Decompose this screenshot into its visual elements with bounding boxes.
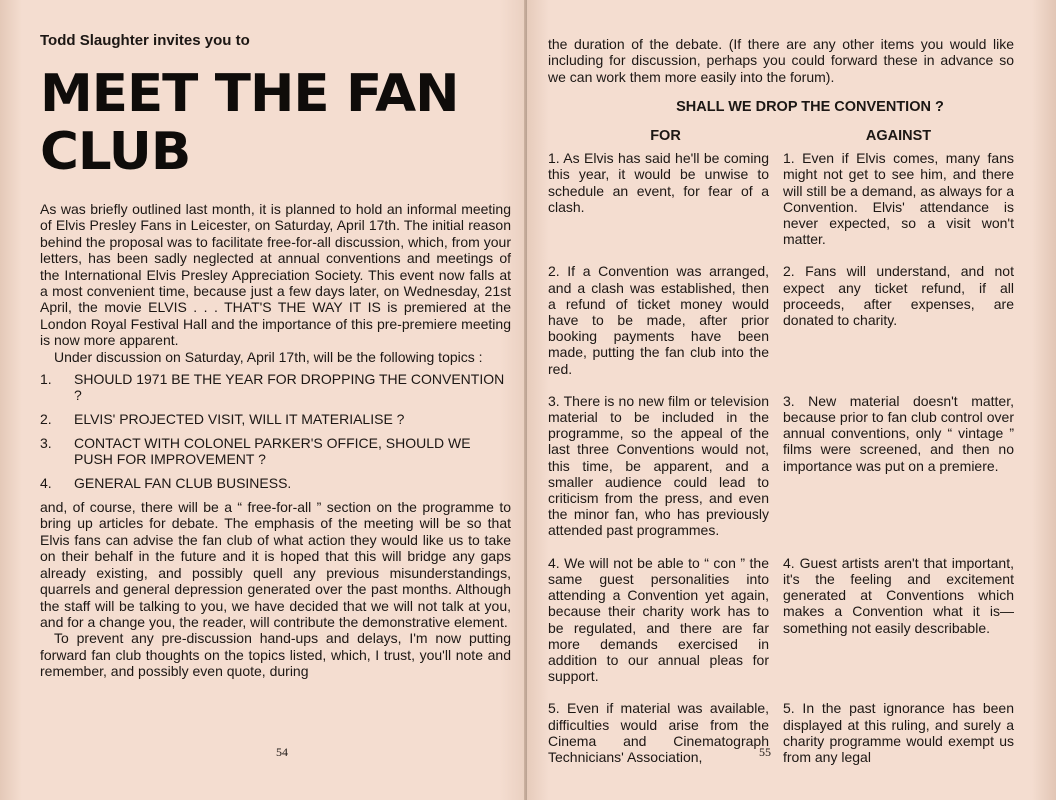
topic-text: CONTACT WITH COLONEL PARKER'S OFFICE, SHOULD WE PUSH FOR IMPROVEMENT ? [74, 435, 471, 468]
topic-text: GENERAL FAN CLUB BUSINESS. [74, 475, 292, 492]
for-argument: 5. Even if material was available, difficulties would arise from the Cinema and Cinematograph Technicians' Association, [548, 700, 769, 765]
for-argument: 2. If a Convention was arranged, and a clash was established, then a refund of ticket money would have to be made, after prior booking payments have been made, putting the fan club into the red. [548, 263, 769, 377]
left-page [0, 0, 527, 800]
topic-number: 1. [40, 371, 52, 388]
list-item [40, 371, 511, 403]
continued-paragraph: the duration of the debate. (If there are any other items you would like including for discussion, perhaps you could forward these in advance so we can work them more easily into the forum). [548, 36, 1014, 85]
against-column-heading: AGAINST [865, 128, 932, 145]
headline-line-2: CLUB [40, 122, 191, 182]
for-argument: 3. There is no new film or television material to be included in the programme, so the appeal of the last three Conventions would not, this time, be apparent, and a smaller audience could lead to criticism from the press, and even the minor fan, who has previously attended past programmes. [548, 392, 769, 539]
list-item [40, 411, 511, 427]
list-item [40, 435, 511, 467]
closing-paragraph: To prevent any pre-discussion hand-ups and delays, I'm now putting forward fan club thoughts on the topics listed, which, I trust, you'll note and remember, and possibly even quote, during [40, 630, 511, 680]
topic-number: 2. [40, 411, 52, 428]
against-argument: 5. In the past ignorance has been displayed at this ruling, and surely a charity programme would exempt us from any legal [783, 700, 1014, 765]
topic-number: 4. [40, 475, 52, 492]
topic-text: ELVIS' PROJECTED VISIT, WILL IT MATERIALISE ? [74, 411, 405, 428]
topic-text: SHOULD 1971 BE THE YEAR FOR DROPPING THE CONVENTION ? [74, 371, 505, 404]
argument-row [548, 150, 1014, 247]
columns-header [548, 128, 1014, 144]
topics-list [40, 371, 511, 491]
headline-line-1: MEET THE FAN [40, 64, 459, 124]
list-item [40, 475, 511, 491]
against-argument: 1. Even if Elvis comes, many fans might not get to see him, and there will still be a demand, as always for a Convention. Elvis' attendance is never expected, so a visit won't matter. [783, 150, 1014, 248]
topics-lead-paragraph: Under discussion on Saturday, April 17th, will be the following topics : [54, 348, 483, 365]
section-title: SHALL WE DROP THE CONVENTION ? [676, 99, 944, 116]
page-number-left: 54 [276, 745, 288, 759]
for-column-heading: FOR [650, 128, 681, 145]
page-number-right: 55 [759, 745, 771, 759]
intro-paragraph: As was briefly outlined last month, it is planned to hold an informal meeting of Elvis Presley Fans in Leicester, on Saturday, April 17th. The initial reason behind the proposal was to facilitate free-for-all discussion, which, from your letters, has been sadly neglected at annual conventions and meetings of the International Elvis Presley Appreciation Society. This event now falls at a most convenient time, because just a few days later, on Wednesday, 21st April, the movie ELVIS . . . THAT'S THE WAY IT IS is premiered at the London Royal Festival Hall and the importance of this pre-premiere meeting is now more apparent. [40, 201, 511, 349]
topic-number: 3. [40, 435, 52, 452]
for-argument: 1. As Elvis has said he'll be coming this year, it would be unwise to schedule an event, for fear of a clash. [548, 150, 769, 215]
argument-row [548, 263, 1014, 376]
against-argument: 4. Guest artists aren't that important, it's the feeling and excitement generated at Conventions which makes a Convention what it is—something not easily describable. [783, 554, 1014, 636]
argument-row [548, 393, 1014, 539]
argument-row [548, 555, 1014, 685]
argument-row [548, 700, 1014, 765]
right-page [527, 0, 1056, 800]
against-argument: 3. New material doesn't matter, because prior to fan club control over annual conventions, only “ vintage ” films were screened, and then no importance was put on a premiere. [783, 392, 1014, 474]
kicker: Todd Slaughter invites you to [40, 32, 250, 49]
against-argument: 2. Fans will understand, and not expect any ticket refund, if all proceeds, after expenses, are donated to charity. [783, 263, 1014, 329]
free-for-all-paragraph: and, of course, there will be a “ free-for-all ” section on the programme to bring up articles for debate. The emphasis of the meeting will be so that Elvis fans can advise the fan club of what action they would like us to take on their behalf in the future and it is hoped that this will bridge any gaps already existing, and possibly quell any previous misunderstandings, quarrels and general depression generated over the past months. Although the staff will be talking to you, we have decided that we will not talk at you, and for a change you, the reader, will contribute the demonstrative element. [40, 499, 511, 630]
for-argument: 4. We will not be able to “ con ” the same guest personalities into attending a Convention yet again, because their charity work has to be regulated, and there are far more demands exercised in addition to our annual pleas for support. [548, 554, 769, 685]
headline [40, 65, 520, 181]
